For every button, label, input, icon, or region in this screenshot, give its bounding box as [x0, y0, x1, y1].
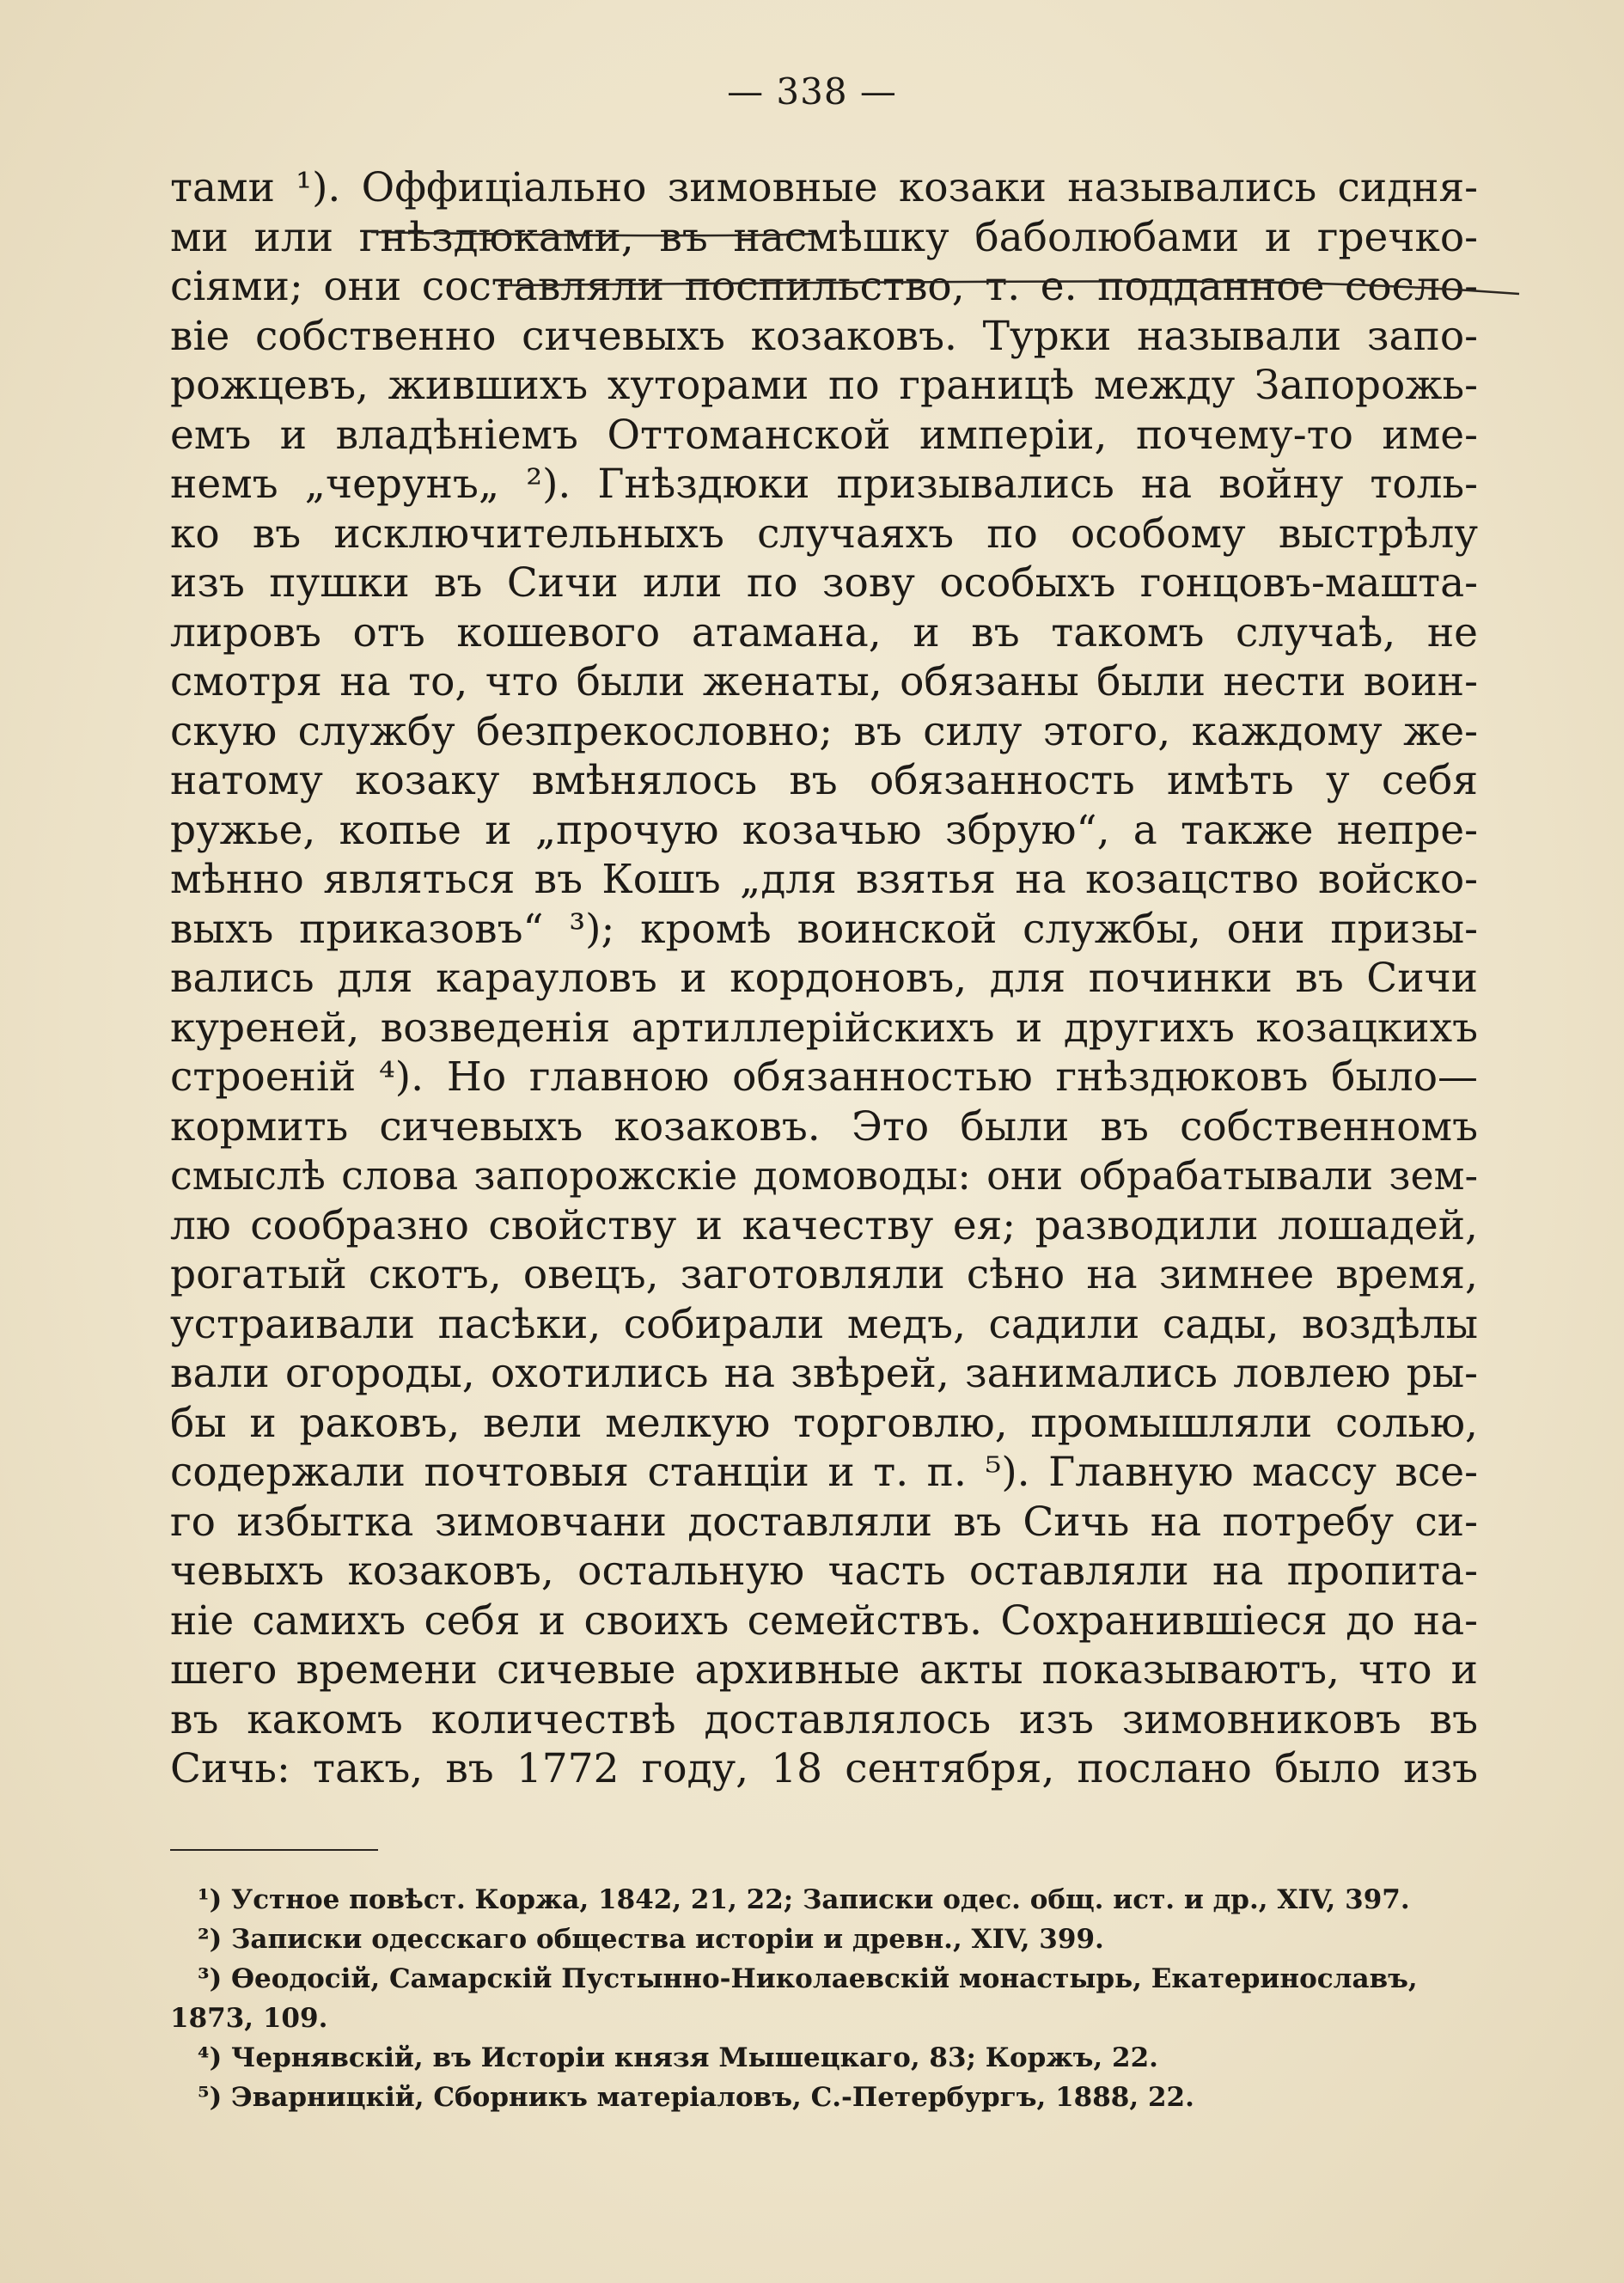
text-line: емъ и владѣніемъ Оттоманской имперіи, почему-то име-: [170, 411, 1478, 459]
text-line: ми или гнѣздюками, въ насмѣшку баболюбами и гречко-: [170, 213, 1478, 261]
text-line: ружье, копье и „прочую козачью збрую“, а также непре-: [170, 806, 1478, 854]
text-line: устраивали пасѣки, собирали медъ, садили сады, воздѣлы: [170, 1300, 1478, 1348]
footnote-line: ⁵) Эварницкій, Сборникъ матеріаловъ, С.-Петербургъ, 1888, 22.: [198, 2082, 1194, 2113]
text-line: бы и раковъ, вели мелкую торговлю, промышляли солью,: [170, 1399, 1478, 1447]
page-number: — 338 —: [727, 70, 897, 113]
text-line: смыслѣ слова запорожскіе домоводы: они обрабатывали зем-: [170, 1152, 1478, 1199]
footnote-line: ²) Записки одесскаго общества исторіи и древн., XIV, 399.: [198, 1924, 1104, 1955]
text-line: вали огороды, охотились на звѣрей, занимались ловлею ры-: [170, 1350, 1478, 1397]
text-line: смотря на то, что были женаты, обязаны были нести воин-: [170, 658, 1478, 705]
text-line: выхъ приказовъ“ ³); кромѣ воинской службы, они призы-: [170, 905, 1478, 953]
footnote-line: ⁴) Чернявскій, въ Исторіи князя Мышецкаго, 83; Коржъ, 22.: [198, 2042, 1158, 2073]
footnotes: [170, 1880, 1476, 2117]
text-line: натому козаку вмѣнялось въ обязанность имѣть у себя: [170, 757, 1478, 804]
text-line: шего времени сичевые архивные акты показываютъ, что и: [170, 1646, 1478, 1694]
text-line: ніе самихъ себя и своихъ семействъ. Сохранившіеся до на-: [170, 1596, 1478, 1645]
text-line: віе собственно сичевыхъ козаковъ. Турки называли запо-: [170, 312, 1478, 360]
text-line: скую службу безпрекословно; въ силу этого, каждому же-: [170, 707, 1478, 755]
text-line: въ какомъ количествѣ доставлялось изъ зимовниковъ въ: [170, 1695, 1478, 1743]
text-line: ко въ исключительныхъ случаяхъ по особому выстрѣлу: [170, 510, 1478, 558]
footnote-separator: [170, 1849, 378, 1851]
text-line: кормить сичевыхъ козаковъ. Это были въ собственномъ: [170, 1102, 1478, 1151]
footnote-line: ¹) Устное повѣст. Коржа, 1842, 21, 22; Записки одес. общ. ист. и др., XIV, 397.: [198, 1884, 1410, 1915]
text-line: лировъ отъ кошевого атамана, и въ такомъ случаѣ, не: [170, 608, 1478, 656]
text-line: сіями; они составляли поспильство, т. е. подданное сосло-: [170, 263, 1478, 310]
text-line: рогатый скотъ, овецъ, заготовляли сѣно на зимнее время,: [170, 1251, 1478, 1298]
footnote-line: ³) Ѳеодосій, Самарскій Пустынно-Николаевскій монастырь, Екатеринославъ,: [198, 1963, 1418, 1994]
text-line: немъ „черунъ„ ²). Гнѣздюки призывались на войну толь-: [170, 461, 1478, 508]
text-line: строеній ⁴). Но главною обязанностью гнѣздюковъ было—: [170, 1053, 1478, 1101]
text-line: содержали почтовыя станціи и т. п. ⁵). Главную массу все-: [170, 1449, 1478, 1496]
text-line: лю сообразно свойству и качеству ея; разводили лошадей,: [170, 1201, 1478, 1249]
text-line: чевыхъ козаковъ, остальную часть оставляли на пропита-: [170, 1547, 1478, 1595]
text-line: Сичь: такъ, въ 1772 году, 18 сентября, послано было изъ: [170, 1745, 1478, 1792]
text-line: изъ пушки въ Сичи или по зову особыхъ гонцовъ-машта-: [170, 559, 1478, 607]
text-line: вались для карауловъ и кордоновъ, для починки въ Сичи: [170, 955, 1478, 1002]
text-line: мѣнно являться въ Кошъ „для взятья на козацство войско-: [170, 856, 1478, 903]
body-text: [170, 163, 1478, 1794]
text-line: рожцевъ, жившихъ хуторами по границѣ между Запорожь-: [170, 362, 1478, 409]
footnote-line: 1873, 109.: [170, 2003, 328, 2034]
text-line: тами ¹). Оффиціально зимовные козаки назывались сидня-: [170, 164, 1478, 211]
text-line: го избытка зимовчани доставляли въ Сичь на потребу си-: [170, 1498, 1478, 1546]
text-line: куреней, возведенія артиллерійскихъ и другихъ козацкихъ: [170, 1004, 1478, 1052]
